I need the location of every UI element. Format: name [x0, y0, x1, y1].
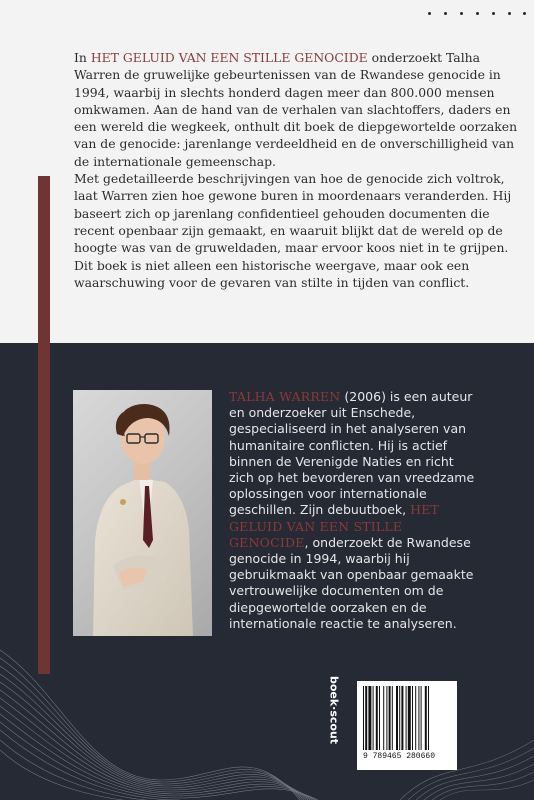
accent-bar [38, 176, 50, 674]
barcode-graphic [363, 686, 451, 750]
back-cover-blurb [74, 49, 524, 291]
publisher-logo [324, 675, 344, 745]
author-bio-text [229, 389, 475, 632]
bio-text-1: (2006) is een auteur en onderzoeker uit Enschede, gespecialiseerd in het analyseren van humanitaire conflicten. Hij is actief binnen de Verenigde Naties en richt zich op het bevorderen van vreedzame oplossingen voor internationale geschillen. Zijn debuutboek, [229, 389, 475, 518]
blurb-paragraph-1 [74, 49, 524, 170]
author-portrait-image [73, 390, 212, 636]
blurb-intro: In [74, 50, 91, 65]
decorative-dots [428, 12, 528, 22]
author-name: TALHA WARREN [229, 389, 341, 404]
bio-text-2: , onderzoekt de Rwandese genocide in 1994, waarbij hij gebruikmaakt van openbaar gemaakte vertrouwelijke documenten om de diepgewortelde oorzaken en de internationale reactie te analyseren. [229, 534, 474, 631]
blurb-text: onderzoekt Talha Warren de gruwelijke gebeurtenissen van de Rwandese genocide in 1994, waarbij in slechts honderd dagen meer dan 800.000 mensen omkwamen. Aan de hand van de verhalen van slachtoffers, daders en een wereld die wegkeek, onthult dit boek de diepgewortelde oorzaken van de genocide: jarenlange verdeeldheid en de onverschilligheid van de internationale gemeenschap. [74, 50, 518, 169]
book-title-highlight: HET GELUID VAN EEN STILLE GENOCIDE [90, 50, 368, 65]
isbn-barcode [357, 681, 457, 770]
book-title-in-bio: HET GELUID VAN EEN STILLE GENOCIDE [229, 502, 440, 550]
author-bio [229, 389, 475, 632]
author-photo [73, 390, 212, 636]
isbn-number: 9 789465 280660 [363, 752, 436, 761]
publisher-name: boek·scout [327, 675, 341, 745]
blurb-paragraph-2: Met gedetailleerde beschrijvingen van hoe de genocide zich voltrok, laat Warren zien hoe gewone buren in moordenaars veranderden. Hij baseert zich op jarenlang confidentieel gehouden documenten die recent openbaar zijn gemaakt, en waaruit blijkt dat de wereld op de hoogte was van de gruweldaden, maar ervoor koos niet in te grijpen. Dit boek is niet alleen een historische weergave, maar ook een waarschuwing voor de gevaren van stilte in tijden van conflict. [74, 171, 512, 290]
